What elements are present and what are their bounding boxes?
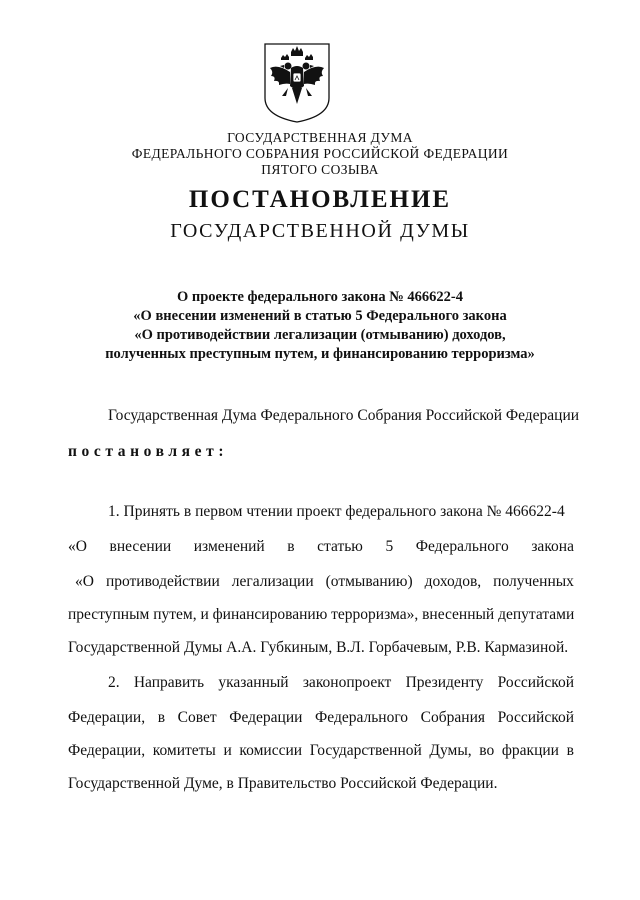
- paragraph-1-text: преступным путем, и финансированию терроризма», внесенный депутатами: [68, 606, 575, 623]
- paragraph-2-line: [68, 775, 574, 793]
- word: Российской: [497, 674, 574, 691]
- word: Федерального: [315, 709, 409, 726]
- word: законопроект: [302, 674, 392, 691]
- paragraph-1-line: [75, 573, 574, 591]
- paragraph-1-line: [108, 503, 574, 521]
- word: и: [223, 742, 232, 759]
- word: 2.: [108, 674, 120, 691]
- convocation-label: ПЯТОГО СОЗЫВА: [261, 162, 379, 177]
- word: 5: [385, 538, 394, 555]
- word: Российской: [497, 709, 574, 726]
- document-subject: [40, 288, 600, 364]
- document-subtitle: ГОСУДАРСТВЕННОЙ ДУМЫ: [170, 220, 470, 242]
- word: комиссии: [239, 742, 303, 759]
- word: Направить: [133, 674, 205, 691]
- word: во: [479, 742, 495, 759]
- org-name-line-1: ГОСУДАРСТВЕННАЯ ДУМА: [227, 130, 413, 145]
- word: Собрания: [420, 709, 485, 726]
- paragraph-1-line: [68, 639, 574, 657]
- paragraph-1-text: 1. Принять в первом чтении проект федерального закона № 466622-4: [108, 503, 565, 520]
- paragraph-2-text: Государственной Думе, в Правительство Российской Федерации.: [68, 775, 498, 792]
- word: в: [566, 742, 574, 759]
- word: комитеты: [152, 742, 216, 759]
- paragraph-2-line: [108, 674, 574, 692]
- word: Государственной: [309, 742, 422, 759]
- subject-line: полученных преступным путем, и финансированию терроризма»: [105, 346, 535, 362]
- word: Совет: [177, 709, 217, 726]
- paragraph-1-text: Государственной Думы А.А. Губкиным, В.Л. Горбачевым, Р.В. Кармазиной.: [68, 639, 569, 656]
- decree-word: постановляет:: [68, 443, 229, 460]
- coat-of-arms-icon: [262, 42, 332, 124]
- intro-text: Государственная Дума Федерального Собрания Российской Федерации: [108, 407, 580, 424]
- word: статью: [317, 538, 363, 555]
- word: полученных: [493, 573, 574, 590]
- word: указанный: [218, 674, 289, 691]
- word: «О: [75, 573, 94, 590]
- subject-line: О проекте федерального закона № 466622-4: [176, 289, 464, 305]
- word: «О: [68, 538, 87, 555]
- word: Федерального: [415, 538, 509, 555]
- word: (отмыванию): [325, 573, 413, 590]
- word: фракции: [501, 742, 559, 759]
- subject-line: «О внесении изменений в статью 5 Федерального закона: [133, 308, 507, 324]
- word: Президенту: [405, 674, 484, 691]
- word: закона: [531, 538, 574, 555]
- word: Думы,: [429, 742, 472, 759]
- document-title: ПОСТАНОВЛЕНИЕ: [188, 186, 452, 213]
- word: противодействии: [105, 573, 220, 590]
- word: в: [287, 538, 295, 555]
- paragraph-2-line: [68, 709, 574, 727]
- word: изменений: [193, 538, 265, 555]
- word: легализации: [231, 573, 314, 590]
- word: доходов,: [424, 573, 482, 590]
- paragraph-1-line: [68, 538, 574, 556]
- word: Федерации,: [68, 709, 146, 726]
- word: Федерации: [229, 709, 303, 726]
- word: в: [157, 709, 166, 726]
- paragraph-1-line: [68, 606, 574, 624]
- word: Федерации,: [68, 742, 146, 759]
- paragraph-2-line: [68, 742, 574, 760]
- word: внесении: [109, 538, 172, 555]
- org-name-line-2: ФЕДЕРАЛЬНОГО СОБРАНИЯ РОССИЙСКОЙ ФЕДЕРАЦИИ: [131, 146, 509, 161]
- subject-line: «О противодействии легализации (отмыванию) доходов,: [134, 327, 506, 343]
